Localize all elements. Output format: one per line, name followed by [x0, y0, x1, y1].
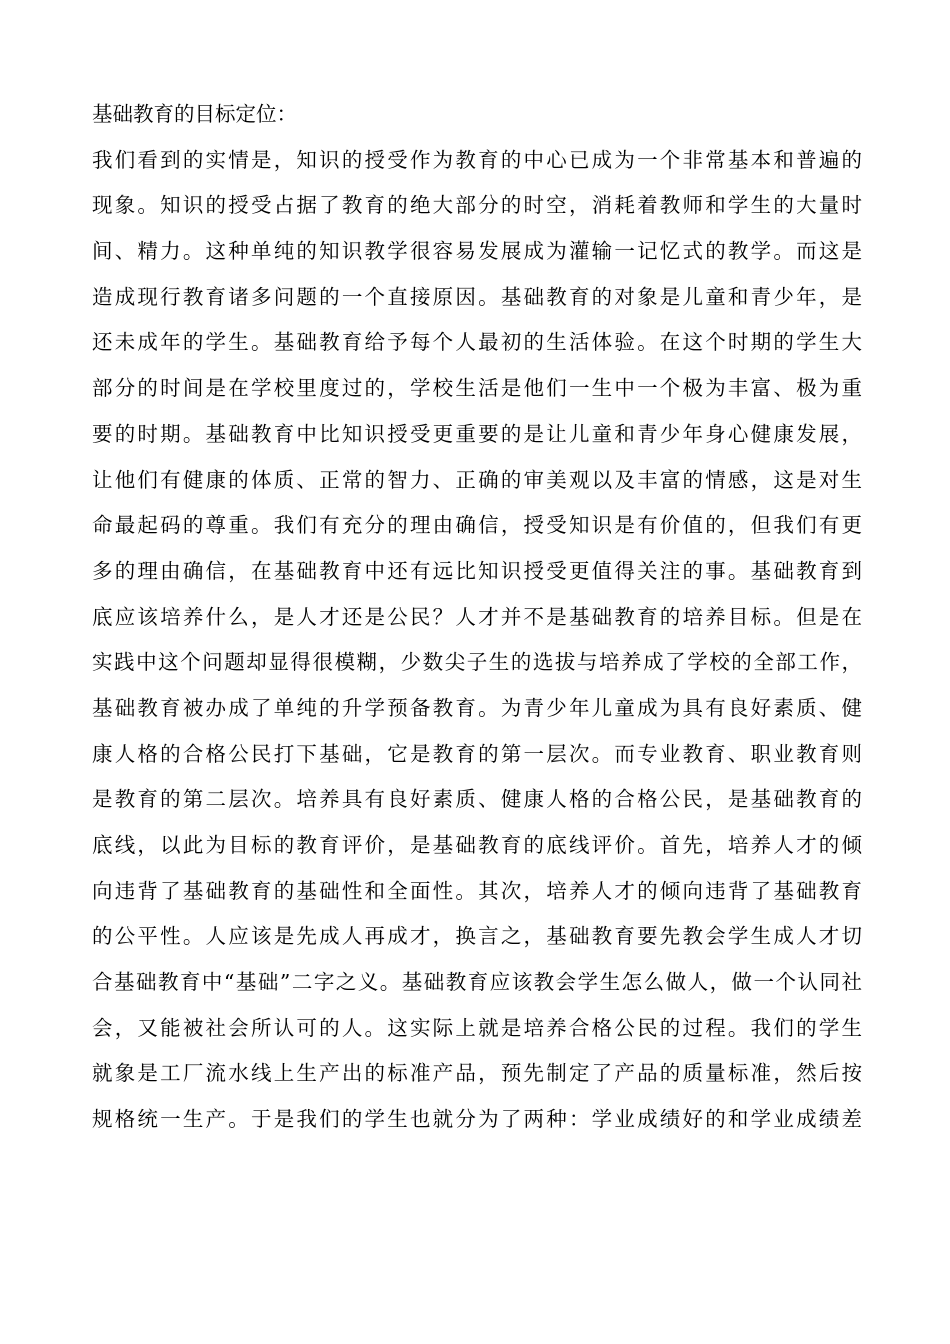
section-heading: 基础教育的目标定位： — [92, 102, 297, 126]
paragraph-line: 是教育的第二层次。培养具有良好素质、健康人格的合格公民，是基础教育的 — [92, 787, 862, 812]
paragraph-line: 间、精力。这种单纯的知识教学很容易发展成为灌输一记忆式的教学。而这是 — [92, 239, 862, 264]
paragraph-line: 我们看到的实情是，知识的授受作为教育的中心已成为一个非常基本和普遍的 — [92, 147, 862, 172]
paragraph-line: 向违背了基础教育的基础性和全面性。其次，培养人才的倾向违背了基础教育 — [92, 878, 862, 903]
paragraph-line: 会，又能被社会所认可的人。这实际上就是培养合格公民的过程。我们的学生 — [92, 1015, 862, 1040]
paragraph-line: 底线，以此为目标的教育评价，是基础教育的底线评价。首先，培养人才的倾 — [92, 833, 862, 857]
paragraph-line: 实践中这个问题却显得很模糊，少数尖子生的选拔与培养成了学校的全部工作， — [92, 650, 862, 675]
paragraph-line: 底应该培养什么，是人才还是公民？人才并不是基础教育的培养目标。但是在 — [92, 604, 862, 629]
paragraph-line: 的公平性。人应该是先成人再成才，换言之，基础教育要先教会学生成人才切 — [92, 924, 862, 949]
paragraph-line: 就象是工厂流水线上生产出的标准产品，预先制定了产品的质量标准，然后按 — [92, 1061, 862, 1086]
paragraph-line: 规格统一生产。于是我们的学生也就分为了两种：学业成绩好的和学业成绩差 — [92, 1107, 862, 1132]
paragraph-line: 还未成年的学生。基础教育给予每个人最初的生活体验。在这个时期的学生大 — [92, 330, 862, 355]
paragraph-line: 多的理由确信，在基础教育中还有远比知识授受更值得关注的事。基础教育到 — [92, 558, 862, 583]
paragraph-line: 部分的时间是在学校里度过的，学校生活是他们一生中一个极为丰富、极为重 — [92, 376, 862, 401]
paragraph-line: 让他们有健康的体质、正常的智力、正确的审美观以及丰富的情感，这是对生 — [92, 467, 862, 492]
paragraph-line: 造成现行教育诸多问题的一个直接原因。基础教育的对象是儿童和青少年，是 — [92, 284, 862, 309]
paragraph-line: 康人格的合格公民打下基础，它是教育的第一层次。而专业教育、职业教育则 — [92, 741, 862, 766]
paragraph-line: 命最起码的尊重。我们有充分的理由确信，授受知识是有价值的，但我们有更 — [92, 513, 862, 538]
document-body — [92, 92, 862, 1143]
paragraph-line: 现象。知识的授受占据了教育的绝大部分的时空，消耗着教师和学生的大量时 — [92, 193, 862, 218]
paragraph-line: 基础教育被办成了单纯的升学预备教育。为青少年儿童成为具有良好素质、健 — [92, 695, 862, 720]
paragraph-line: 合基础教育中“基础”二字之义。基础教育应该教会学生怎么做人，做一个认同社 — [92, 970, 862, 995]
paragraph-line: 要的时期。基础教育中比知识授受更重要的是让儿童和青少年身心健康发展， — [92, 421, 862, 446]
